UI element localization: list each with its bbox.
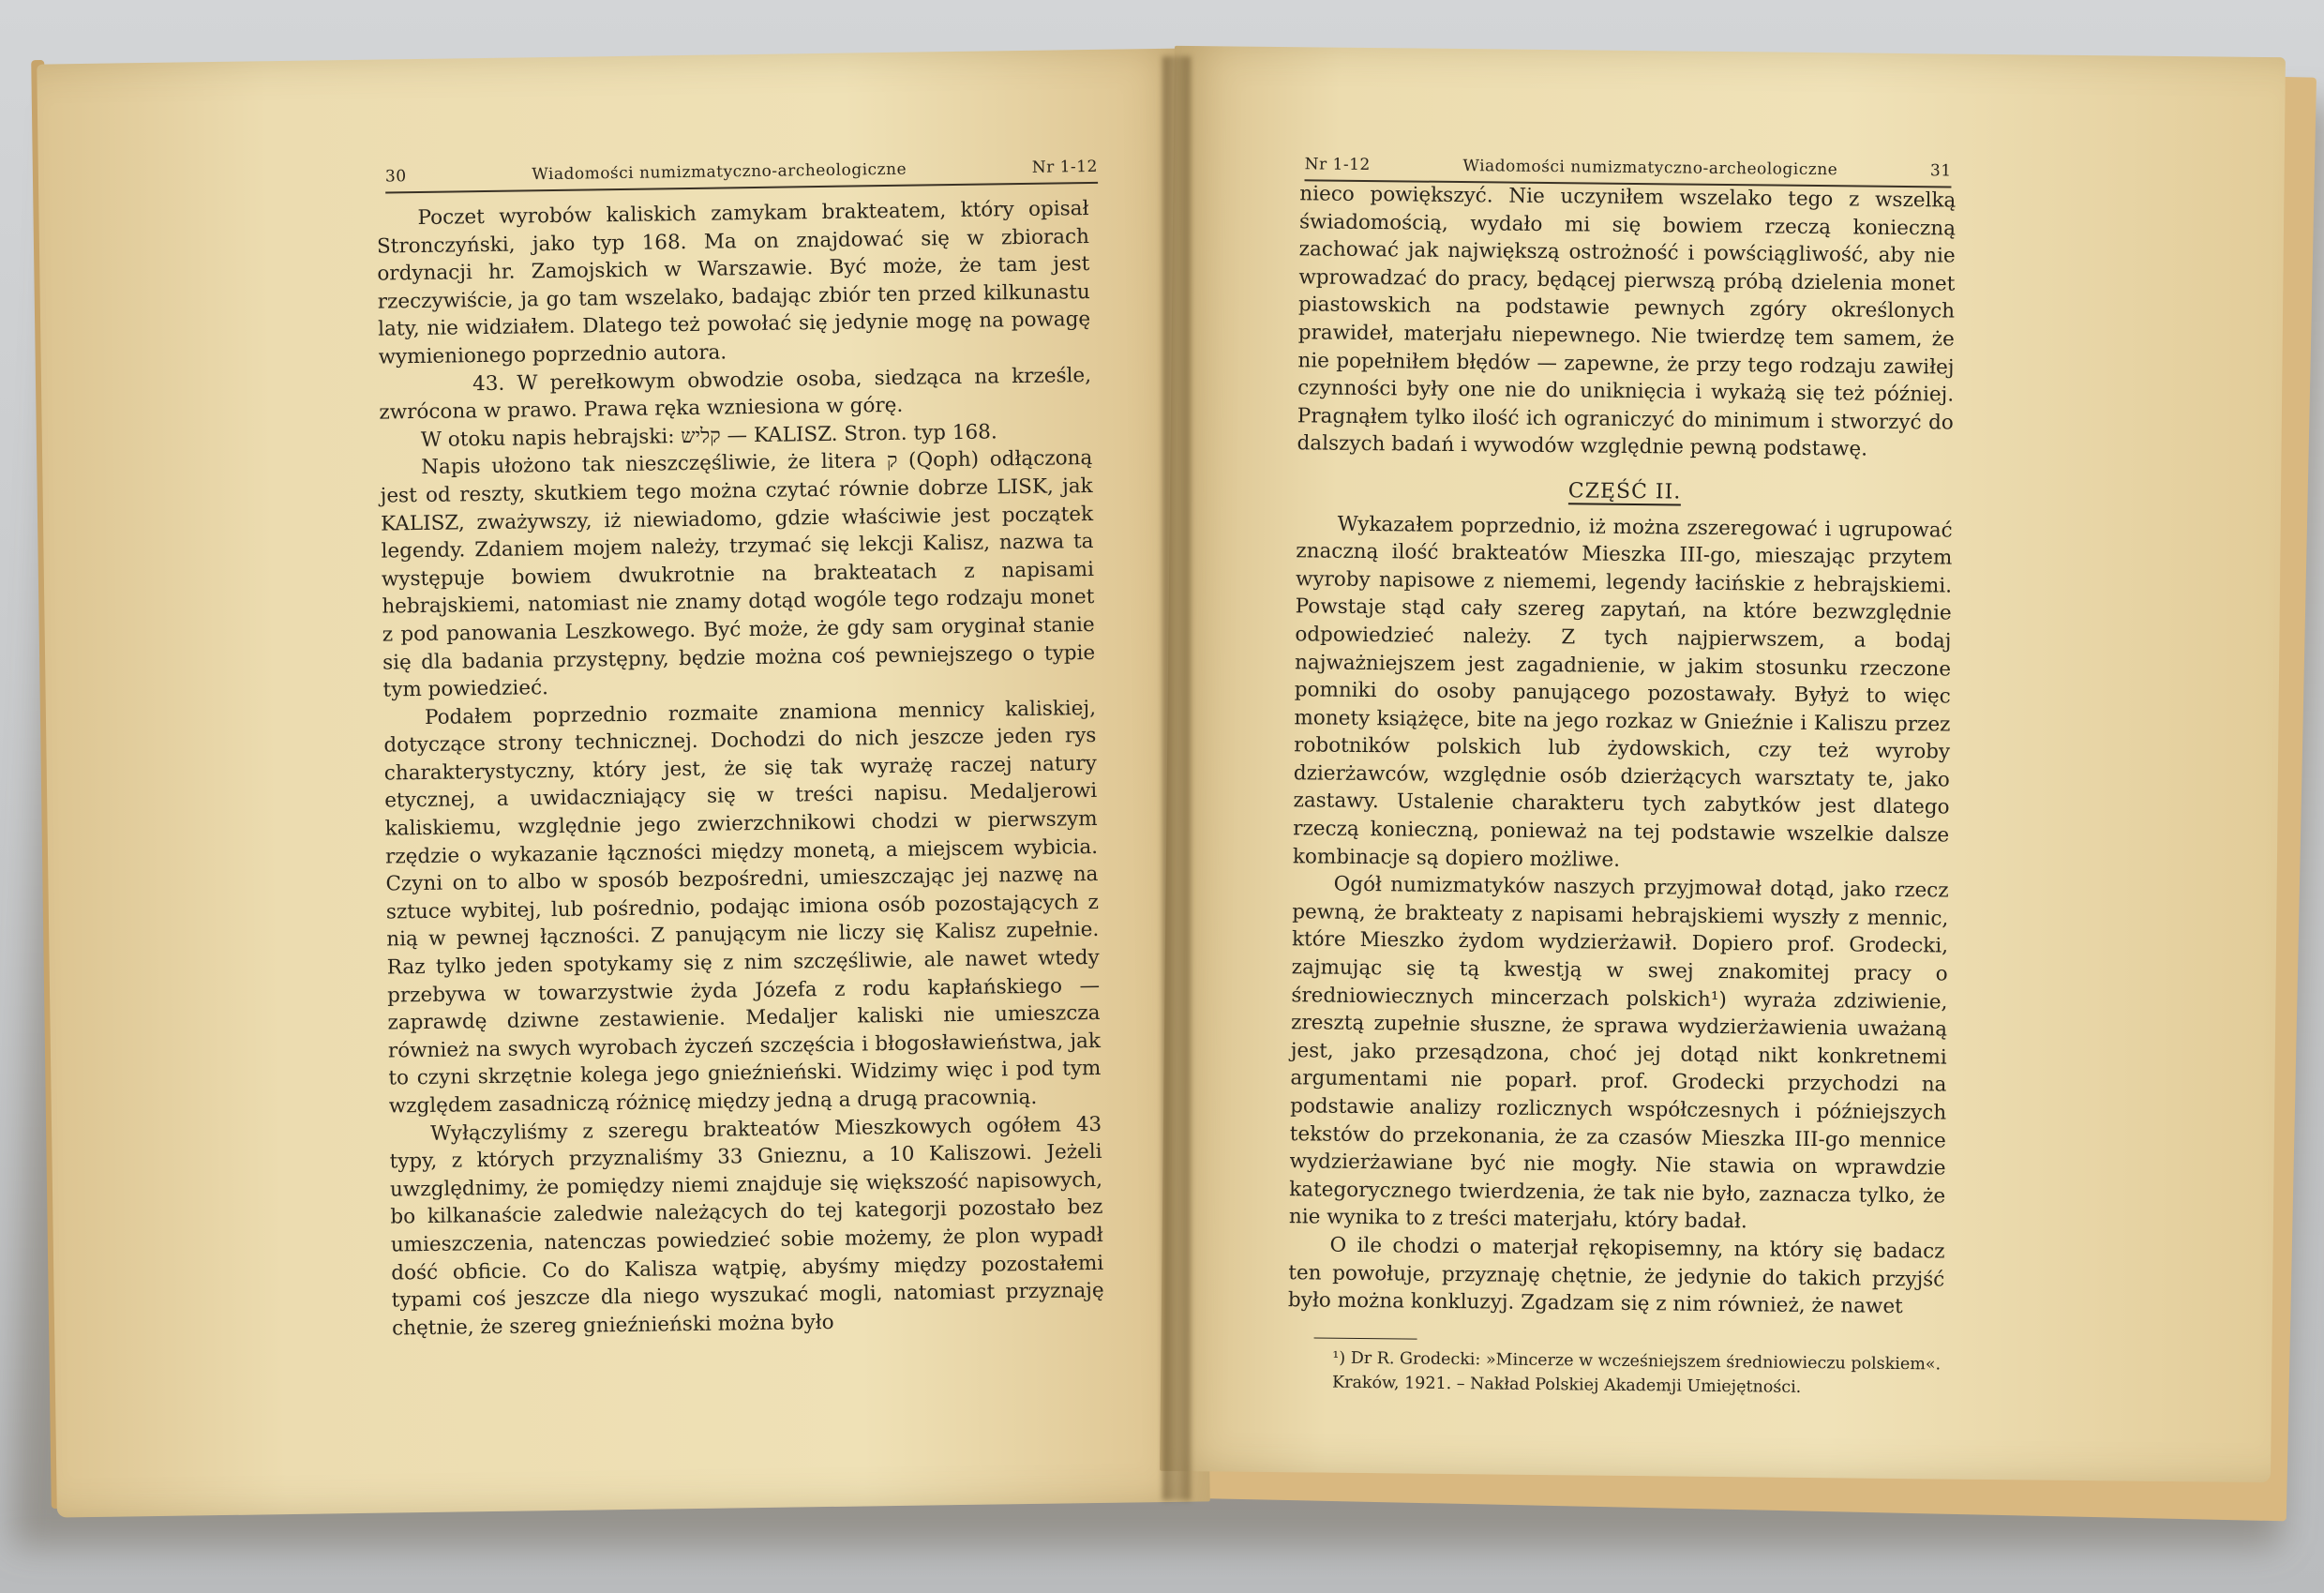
left-page xyxy=(37,48,1210,1517)
footnote-line: ¹) Dr R. Grodecki: »Mincerze w wcześniejszem średniowieczu polskiem«. xyxy=(1332,1348,1942,1375)
paragraph: Ogół numizmatyków naszych przyjmował dotąd, jako rzecz pewną, że brakteaty z napisami hebrajskiemi wyszły z mennic, które Mieszko żydom wydzierżawił. Dopiero prof. Grodecki, zajmując się tą kwestją w swej znakomitej pracy o średniowiecznych mincerzach polskich¹) wyraża zdziwienie, zresztą zupełnie słuszne, że sprawa wydzierżawienia uważaną jest, jako przesądzona, choć jej dotąd nikt konkretnemi argumentami nie poparł. prof. Grodecki przychodzi na podstawie analizy rozlicznych współczesnych i późniejszych tekstów do przekonania, że za czasów Mieszka III-go mennice wydzierżawiane być nie mogły. Nie stawia on wprawdzie kategorycznego twierdzenia, że tak nie było, zaznacza tylko, że nie wynika to z treści materjału, który badał. xyxy=(1288,872,1949,1234)
left-page-body xyxy=(376,195,1104,1343)
footnote-rule xyxy=(1314,1337,1417,1339)
issue-number: Nr 1-12 xyxy=(1031,157,1098,177)
paragraph: Wyłączyliśmy z szeregu brakteatów Mieszkowych ogółem 43 typy, z których przyznaliśmy 33 Gnieznu, a 10 Kaliszowi. Jeżeli uwzględnimy, że pomiędzy niemi znajduje się większość napisowych, bo kilkanaście zaledwie należących do tej kategorji pozostało bez umieszczenia, natenczas powiedzieć sobie możemy, że plon wypadł dość obficie. Co do Kalisza wątpię, abyśmy między pozostałemi typami coś jeszcze dla niego wyszukać mogli, natomiast przyznaję chętnie, że szereg gnieźnieński można było xyxy=(389,1112,1104,1341)
running-title: Wiadomości numizmatyczno-archeologiczne xyxy=(532,159,907,185)
footnote xyxy=(1287,1345,1944,1401)
right-page-body xyxy=(1287,180,1957,1401)
paragraph: 43. W perełkowym obwodzie osoba, siedząca na krześle, zwrócona w prawo. Prawa ręka wzniesiona w górę. xyxy=(379,363,1092,425)
footnote-line: Kraków, 1921. – Nakład Polskiej Akademji Umiejętności. xyxy=(1331,1373,1802,1397)
page-number: 31 xyxy=(1929,161,1952,181)
left-page-header xyxy=(385,139,1099,194)
section-title-text: CZĘŚĆ II. xyxy=(1567,479,1682,504)
paragraph: W otoku napis hebrajski: קליש — KALISZ. Stron. typ 168. xyxy=(420,420,997,452)
paragraph: Poczet wyrobów kaliskich zamykam brakteatem, który opisał Stronczyński, jako typ 168. Ma on znajdować się w zbiorach ordynacji hr. Zamojskich w Warszawie. Być może, że tam jest rzeczywiście, ja go tam wszelako, badając zbiór ten przed kilkunastu laty, nie widziałem. Dlatego też powołać się jedynie mogę na powagę wymienionego poprzednio autora. xyxy=(376,197,1091,369)
paragraph: Wykazałem poprzednio, iż można zszeregować i ugrupować znaczną ilość brakteatów Mieszka III-go, mieszając przytem wyroby napisowe z niememi, legendy łacińskie z hebrajskiemi. Powstaje stąd cały szereg zapytań, na które bezwzględnie odpowiedzieć należy. Z tych najpierwszem, a bodaj najważniejszem jest zagadnienie, w jakim stosunku rzeczone pomniki do osoby panującego pozostawały. Byłyż to więc monety książęce, bite na jego rozkaz w Gnieźnie i Kaliszu przez robotników polskich lub żydowskich, czy też wyroby dzierżawców, względnie osób dzierżących warsztaty te, jako zastawy. Ustalenie charakteru tych zabytków jest dlatego rzeczą konieczną, ponieważ na tej podstawie wszelkie dalsze kombinacje są dopiero możliwe. xyxy=(1292,512,1953,872)
paragraph: Podałem poprzednio rozmaite znamiona mennicy kaliskiej, dotyczące strony technicznej. Dochodzi do nich jeszcze jeden rys charakterystyczny, który jest, że się tak wyrażę raczej natury etycznej, a uwidaczniający się w treści napisu. Medaljerowi kaliskiemu, względnie jego zwierzchnikowi chodzi w pierwszym rzędzie o wykazanie łączności między monetą, a miejscem wybicia. Czyni on to albo w sposób bezpośredni, umieszczając jej nazwę na sztuce wybitej, lub pośrednio, podając imiona osób pozostających z nią w pewnej łączności. Z panującym nie liczy się Kalisz zupełnie. Raz tylko jeden spotykamy się z nim szczęśliwie, ale nawet wtedy przebywa w towarzystwie żyda Józefa z rodu kapłańskiego — zaprawdę dziwne zestawienie. Medaljer kaliski nie umieszcza również na swych wyrobach życzeń szczęścia i błogosławieństwa, jak to czyni skrzętnie kolega jego gnieźnieński. Widzimy więc i pod tym względem zasadniczą różnicę między jedną a drugą pracownią. xyxy=(383,696,1102,1119)
issue-number: Nr 1-12 xyxy=(1304,155,1371,175)
right-page-header xyxy=(1304,136,1951,188)
page-number: 30 xyxy=(384,167,407,187)
paragraph: Napis ułożono tak nieszczęśliwie, że litera ק (Qoph) odłączoną jest od reszty, skutkiem tego można czytać równie dobrze LISK, jak KALISZ, zważywszy, iż niewiadomo, gdzie właściwie jest początek legendy. Zdaniem mojem należy, trzymać się lekcji Kalisz, nazwa ta występuje bowiem dwukrotnie na brakteatach z napisami hebrajskiemi, natomiast nie znamy dotąd wogóle tego rodzaju monet z pod panowania Leszkowego. Być może, że gdy sam oryginał stanie się dla badania przystępny, będzie można coś pewniejszego o typie tym powiedzieć. xyxy=(380,446,1096,702)
paragraph: nieco powiększyć. Nie uczyniłem wszelako tego z wszelką świadomością, wydało mi się bowiem rzeczą konieczną zachować jak największą ostrożność i powściągliwość, aby nie wprowadzać do pracy, będącej pierwszą próbą dzielenia monet piastowskich na podstawie pewnych zgóry określonych prawideł, materjału niepewnego. Nie twierdzę tem samem, że nie popełniłem błędów — zapewne, że przy tego rodzaju zawiłej czynności były one nie do uniknięcia i wykażą się też później. Pragnąłem tylko ilość ich ograniczyć do minimum i stworzyć do dalszych badań i wywodów względnie pewną podstawę. xyxy=(1297,182,1957,461)
section-title xyxy=(1297,474,1953,509)
right-page xyxy=(1160,46,2286,1482)
paragraph: O ile chodzi o materjał rękopisemny, na który się badacz ten powołuje, przyznaję chętnie, że jedynie do takich przyjść było można konkluzyj. Zgadzam się z nim również, że nawet xyxy=(1287,1233,1945,1319)
running-title: Wiadomości numizmatyczno-archeologiczne xyxy=(1462,157,1838,180)
book-gutter xyxy=(1162,56,1191,1500)
